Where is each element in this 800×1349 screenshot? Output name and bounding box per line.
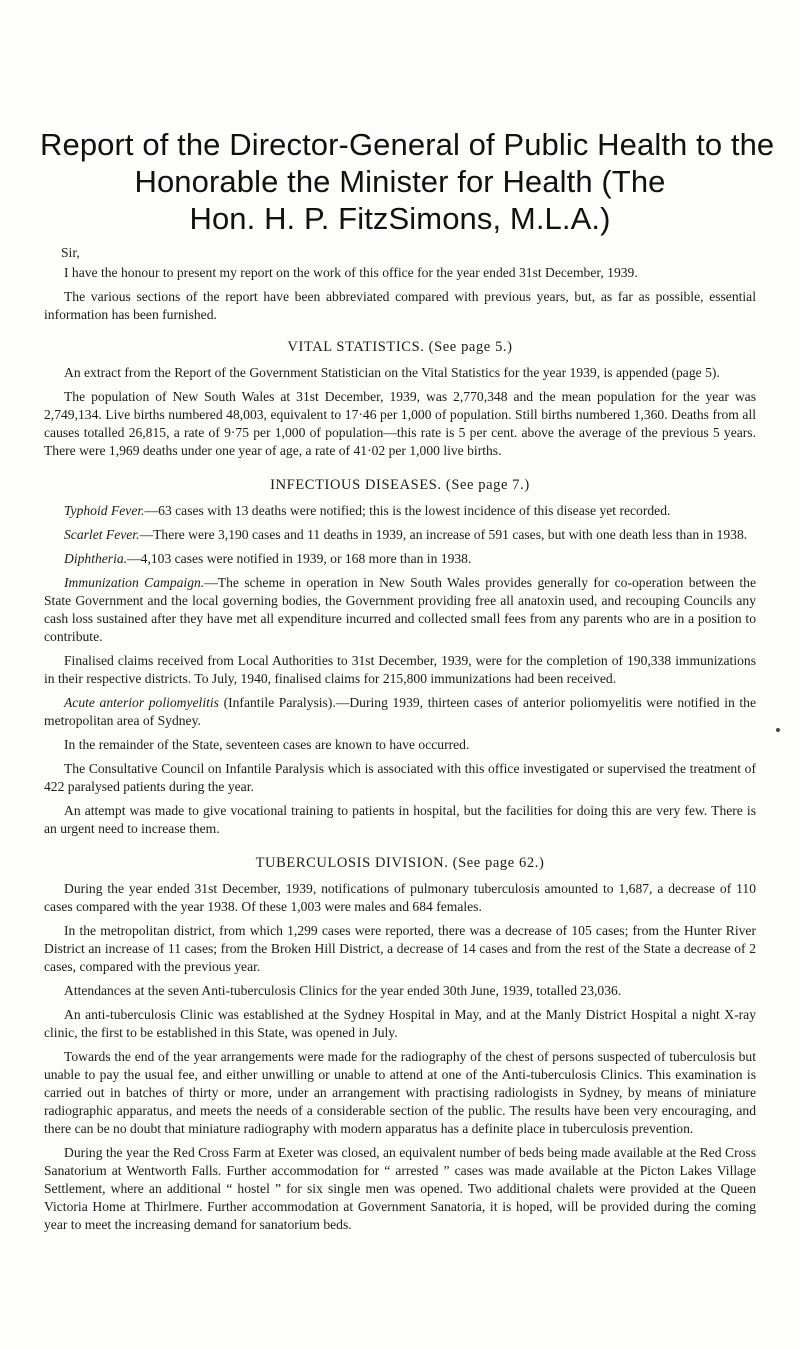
typhoid-text: —63 cases with 13 deaths were notified; this is the lowest incidence of this disease yet recorded.	[144, 503, 671, 518]
tuberculosis-paragraph-4: An anti-tuberculosis Clinic was established at the Sydney Hospital in May, and at the Manly District Hospital a night X-ray clinic, the first to be established in this State, was opened in July.	[44, 1007, 756, 1040]
diphtheria-label: Diphtheria.	[64, 551, 128, 566]
typhoid-label: Typhoid Fever.	[64, 503, 145, 518]
title-line-1: Report of the Director-General of Public Health to the	[40, 127, 775, 162]
poliomyelitis-paragraph	[44, 694, 756, 730]
scarlet-label: Scarlet Fever.	[64, 527, 140, 542]
consultative-council-paragraph: The Consultative Council on Infantile Paralysis which is associated with this office investigated or supervised the treatment of 422 paralysed patients during the year.	[44, 761, 756, 794]
report-body	[44, 244, 756, 1240]
finalised-claims-paragraph: Finalised claims received from Local Authorities to 31st December, 1939, were for the completion of 190,338 immunizations in their respective districts. To July, 1940, finalised claims for 215,800 immunizations had been received.	[44, 653, 756, 686]
tuberculosis-paragraph-5: Towards the end of the year arrangements were made for the radiography of the chest of persons suspected of tuberculosis but unable to pay the usual fee, and either unwilling or unable to attend at one of the Anti-tuberculosis Clinics. This examination is carried out in batches of thirty or more, under an arrangement with practising radiologists in Sydney, by means of miniature radiographic apparatus, and meets the needs of a considerable section of the public. The results have been very encouraging, and there can be no doubt that miniature radiography with modern apparatus has a definite place in tuberculosis prevention.	[44, 1049, 756, 1136]
typhoid-paragraph	[44, 502, 756, 520]
scarlet-paragraph	[44, 526, 756, 544]
immunization-paragraph	[44, 574, 756, 646]
vital-statistics-heading: VITAL STATISTICS. (See page 5.)	[287, 339, 513, 355]
vital-paragraph-1: An extract from the Report of the Government Statistician on the Vital Statistics for the year 1939, is appended (page 5).	[64, 365, 720, 380]
diphtheria-text: —4,103 cases were notified in 1939, or 168 more than in 1938.	[127, 551, 472, 566]
title-line-2: Honorable the Minister for Health (The	[134, 164, 666, 199]
intro-paragraph-1: I have the honour to present my report on the work of this office for the year ended 31st December, 1939.	[64, 265, 638, 280]
immunization-text: —The scheme in operation in New South Wales provides generally for co-operation between the State Government and the local governing bodies, the Government providing free all anatoxin used, and recouping Councils any cash loss sustained after they have met all expenditure incurred and collected small fees from any parents who are in a position to contribute.	[44, 575, 756, 644]
poliomyelitis-label: Acute anterior poliomyelitis	[64, 695, 219, 710]
poliomyelitis-text: (Infantile Paralysis).—During 1939, thirteen cases of anterior poliomyelitis were notified in the metropolitan area of Sydney.	[44, 695, 757, 728]
diphtheria-paragraph	[44, 550, 756, 568]
remainder-paragraph: In the remainder of the State, seventeen cases are known to have occurred.	[64, 737, 470, 752]
tuberculosis-paragraph-3: Attendances at the seven Anti-tuberculosis Clinics for the year ended 30th June, 1939, totalled 23,036.	[64, 983, 622, 998]
vocational-training-paragraph: An attempt was made to give vocational training to patients in hospital, but the facilities for doing this are very few. There is an urgent need to increase them.	[44, 803, 756, 836]
salutation: Sir,	[61, 245, 80, 260]
immunization-label: Immunization Campaign.	[64, 575, 205, 590]
vital-paragraph-2: The population of New South Wales at 31st December, 1939, was 2,770,348 and the mean population for the year was 2,749,134. Live births numbered 48,003, equivalent to 17·46 per 1,000 of population. Still births numbered 1,360. Deaths from all causes totalled 26,815, a rate of 9·75 per 1,000 of population—this rate is 5 per cent. above the average of the previous 5 years. There were 1,969 deaths under one year of age, a rate of 41·02 per 1,000 live births.	[44, 389, 756, 458]
tuberculosis-paragraph-6: During the year the Red Cross Farm at Exeter was closed, an equivalent number of beds being made available at the Red Cross Sanatorium at Wentworth Falls. Further accommodation for “ arrested ” cases was made available at the Picton Lakes Village Settlement, where an additional “ hostel ” for six single men was opened. Two additional chalets were provided at the Queen Victoria Home at Thirlmere. Further accommodation at Government Sanatoria, it is hoped, will be provided during the coming year to meet the increasing demand for sanatorium beds.	[44, 1145, 756, 1232]
tuberculosis-division-heading: TUBERCULOSIS DIVISION. (See page 62.)	[255, 855, 545, 871]
margin-dot	[776, 728, 780, 732]
tuberculosis-paragraph-2: In the metropolitan district, from which 1,299 cases were reported, there was a decrease of 105 cases; from the Hunter River District an increase of 11 cases; from the Broken Hill District, a decrease of 14 cases and from the rest of the State a decrease of 2 cases, compared with the previous year.	[44, 923, 756, 974]
tuberculosis-paragraph-1: During the year ended 31st December, 1939, notifications of pulmonary tuberculosis amounted to 1,687, a decrease of 110 cases compared with the year 1938. Of these 1,003 were males and 684 females.	[44, 881, 756, 914]
intro-paragraph-2: The various sections of the report have been abbreviated compared with previous years, but, as far as possible, essential information has been furnished.	[44, 289, 756, 322]
report-title	[40, 126, 775, 237]
title-line-3: Hon. H. P. FitzSimons, M.L.A.)	[189, 201, 611, 236]
scarlet-text: —There were 3,190 cases and 11 deaths in 1939, an increase of 591 cases, but with one death less than in 1938.	[139, 527, 748, 542]
infectious-diseases-heading: INFECTIOUS DISEASES. (See page 7.)	[270, 477, 530, 493]
